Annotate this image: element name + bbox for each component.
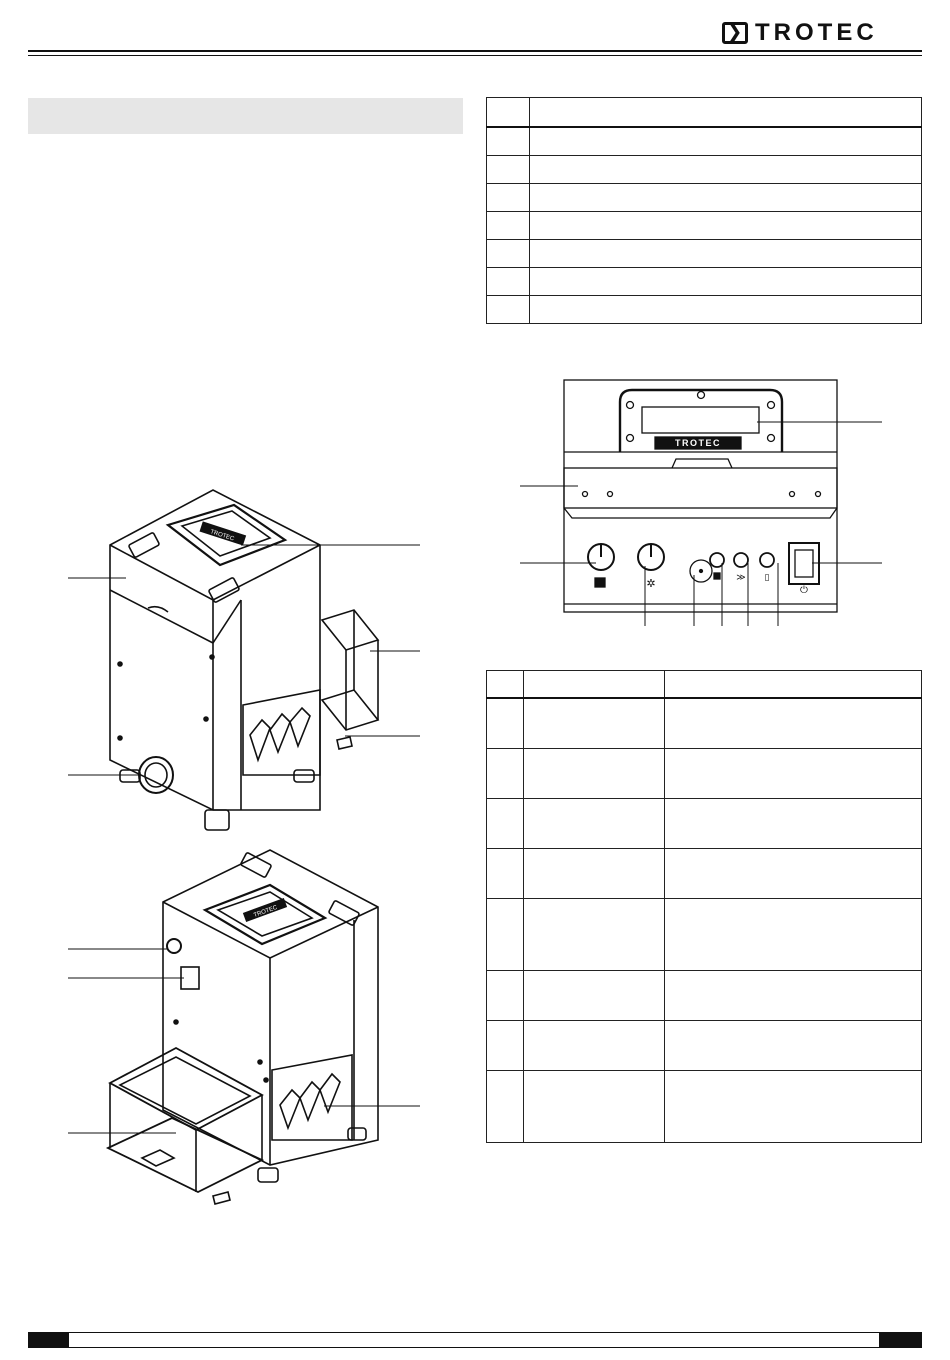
unit-rear-illustration (68, 850, 420, 1204)
air-intake-grill (243, 690, 320, 775)
side-tray-lower (322, 690, 378, 730)
brand-plate-text: TROTEC (253, 904, 279, 919)
screw (816, 492, 821, 497)
footer-bar (68, 1332, 880, 1348)
logo-text: TROTEC (755, 19, 878, 46)
indicator-led-3 (760, 553, 774, 567)
side-tray-upper (322, 610, 378, 650)
screw (768, 402, 775, 409)
unit-front-illustration (68, 490, 420, 830)
indicator-led-2 (734, 553, 748, 567)
power-icon: ⏻ (800, 585, 808, 596)
footer-block-right (880, 1332, 922, 1348)
foot (258, 1168, 278, 1182)
screw (608, 492, 613, 497)
screw (264, 1078, 268, 1082)
cover-seam (213, 600, 241, 643)
screw (118, 736, 122, 740)
brand-plate-text: TROTEC (209, 529, 235, 543)
hose-connector-inner (145, 763, 167, 787)
air-intake-grill (272, 1055, 352, 1140)
screw (583, 492, 588, 497)
fan-icon: ✲ (646, 577, 656, 590)
foot (294, 770, 314, 782)
tray-tab (337, 737, 352, 749)
tray-upper (110, 1048, 262, 1130)
tray-lower (108, 1118, 262, 1192)
screw (790, 492, 795, 497)
screw (627, 402, 634, 409)
handle-slot (642, 407, 759, 433)
cable-gland (167, 939, 181, 953)
foot (205, 810, 229, 830)
hinge (128, 532, 159, 558)
screw (768, 435, 775, 442)
screw (174, 1020, 178, 1024)
screw (204, 717, 208, 721)
power-switch-rocker (795, 550, 813, 577)
heater-icon (714, 573, 720, 579)
grill-fin (300, 1082, 320, 1120)
chevron-right-icon: ❯ (722, 22, 748, 44)
sensor-dot (700, 570, 703, 573)
screw (118, 662, 122, 666)
foot (348, 1128, 366, 1140)
wave-icon: ≫ (736, 573, 746, 583)
grill-fin (250, 720, 270, 760)
footer-block-left (28, 1332, 68, 1348)
grill-fin (270, 714, 290, 752)
foot (120, 770, 140, 782)
screw (627, 435, 634, 442)
grill-fin (280, 1090, 300, 1128)
hinge (208, 577, 239, 603)
screw (258, 1060, 262, 1064)
top-edge (110, 545, 320, 600)
bevel (564, 508, 837, 518)
tray-tab (213, 1192, 230, 1204)
drain-opening (142, 1150, 174, 1166)
brand-plate-text: TROTEC (675, 438, 721, 448)
screw (210, 655, 214, 659)
hinge (328, 900, 359, 926)
cover-seam (110, 590, 213, 643)
full-tank-icon: ▯ (764, 573, 770, 583)
grill-fin (290, 708, 310, 746)
top-cover-plate (564, 468, 837, 508)
screw (698, 392, 705, 399)
latch (672, 459, 732, 468)
pump-icon (595, 578, 605, 587)
control-panel-illustration (520, 380, 882, 626)
